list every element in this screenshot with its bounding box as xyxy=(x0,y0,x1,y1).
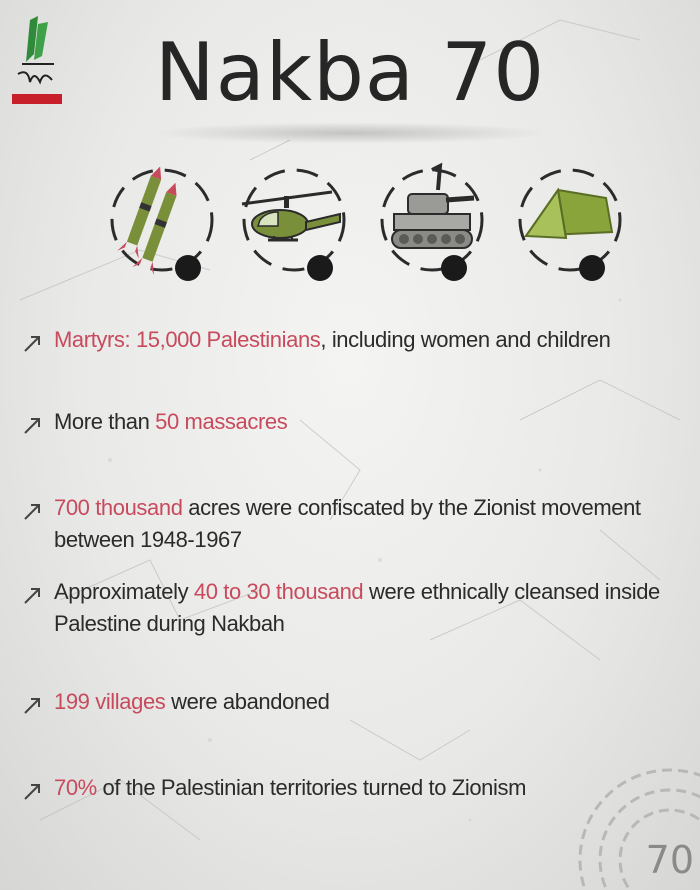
fact-martyrs xyxy=(22,324,692,356)
fact-highlight: 40 to 30 thousand xyxy=(193,579,364,604)
fact-text: of the Palestinian territories turned to Zionism xyxy=(96,775,527,800)
arrow-icon xyxy=(22,501,46,521)
fact-text: , including women and children xyxy=(320,327,611,352)
arrow-icon xyxy=(22,333,46,353)
title-shadow xyxy=(150,122,550,144)
helicopter-icon xyxy=(232,150,362,295)
icon-row xyxy=(0,150,700,300)
arrow-icon xyxy=(22,415,46,435)
fact-text: More than xyxy=(54,409,156,434)
missiles-icon xyxy=(100,150,230,295)
tent-icon xyxy=(508,150,638,295)
arrow-icon xyxy=(22,585,46,605)
fact-acres xyxy=(22,492,692,556)
fact-text: were ethnically cleansed inside Palestine during Nakbah xyxy=(54,579,660,636)
fact-text: acres were confiscated by the Zionist movement between 1948-1967 xyxy=(54,495,641,552)
fact-highlight: 700 thousand xyxy=(54,495,183,520)
tank-icon xyxy=(370,150,500,295)
arrow-icon xyxy=(22,781,46,801)
fact-highlight: 199 villages xyxy=(54,689,166,714)
fact-villages xyxy=(22,686,692,718)
page-title: Nakba 70 xyxy=(154,26,546,119)
fact-highlight: 50 massacres xyxy=(155,409,288,434)
fact-massacres xyxy=(22,406,692,438)
fact-highlight: 70% xyxy=(54,775,97,800)
arrow-icon xyxy=(22,695,46,715)
fact-text: were abandoned xyxy=(165,689,330,714)
fact-text: Approximately xyxy=(54,579,194,604)
fact-ethnic-cleansing xyxy=(22,576,692,640)
fact-highlight: Martyrs: 15,000 Palestinians xyxy=(54,327,321,352)
seventy-badge: 70 xyxy=(645,838,694,882)
